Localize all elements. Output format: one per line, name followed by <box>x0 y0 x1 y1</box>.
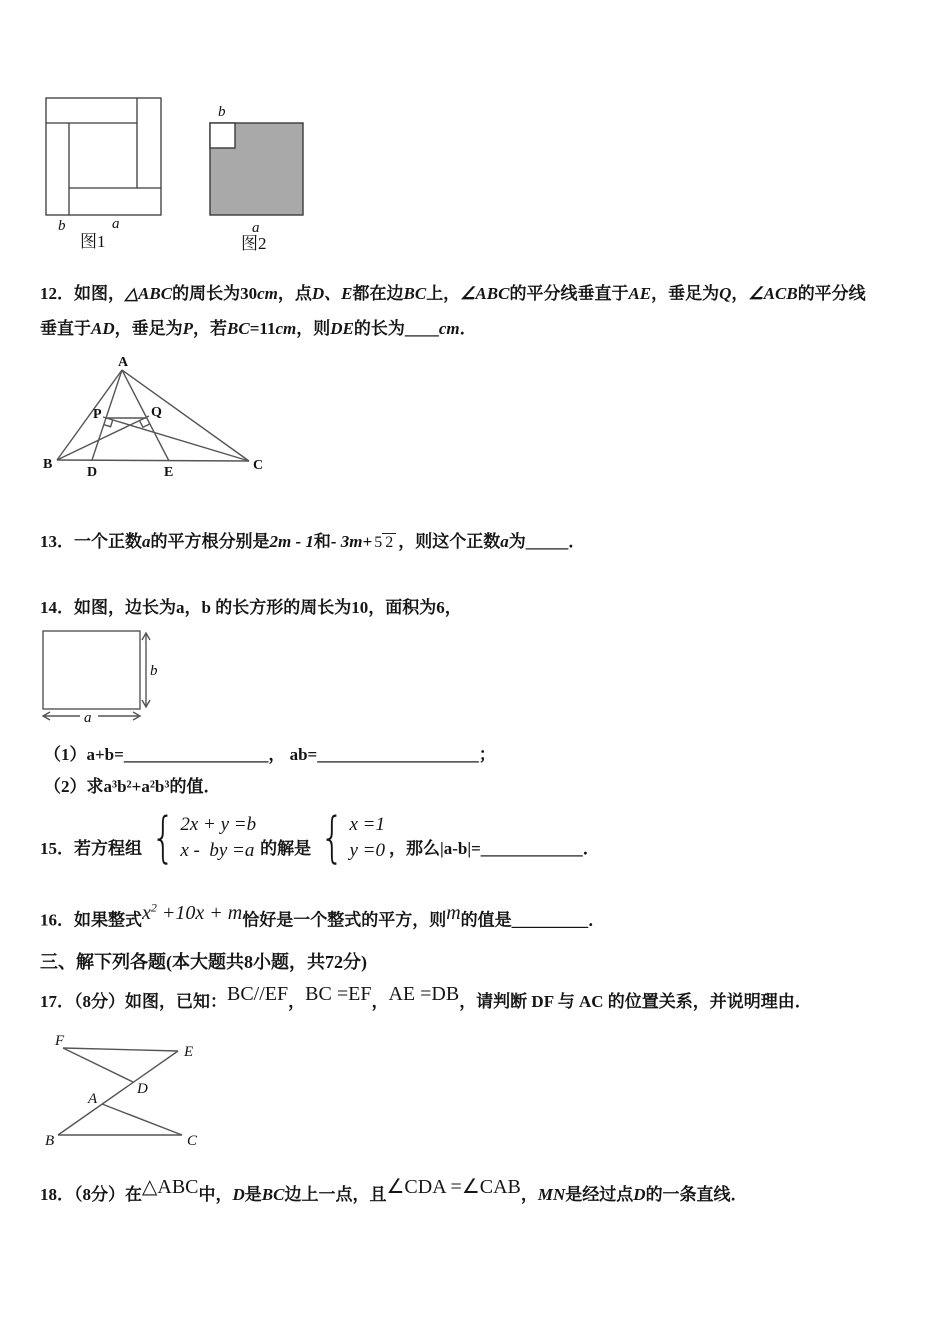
answer-blank: ____________ <box>480 839 583 858</box>
text-seg: ． <box>582 839 600 858</box>
vertex-label-A: A <box>118 355 129 370</box>
math-seg: BC <box>261 1185 285 1204</box>
question-13 <box>40 531 585 553</box>
text-seg: 都在边 <box>352 284 404 303</box>
equation-system-1 <box>146 806 257 869</box>
fig1-label-a: a <box>112 216 120 232</box>
question-14-part-1 <box>44 744 496 766</box>
text-seg: 上， <box>426 284 461 303</box>
math-variable-m: m <box>446 901 461 924</box>
equation: x - by =a <box>180 840 255 861</box>
segment-FD <box>63 1048 133 1082</box>
math-seg: D <box>633 1185 646 1204</box>
text-seg: 垂直于 <box>40 319 91 338</box>
vertex-label-E: E <box>184 1044 194 1060</box>
text-seg: 的值是 <box>460 910 512 930</box>
text-seg: 15．若方程组 <box>40 839 142 858</box>
segment-BE <box>58 1051 178 1135</box>
text-seg: 16．如果整式 <box>40 910 142 930</box>
text-seg: ， <box>288 992 306 1011</box>
math-seg: - 3m+ <box>330 532 373 551</box>
fig1-label-b: b <box>58 218 66 234</box>
equation: y =0 <box>349 840 385 861</box>
segment-BC <box>57 460 249 461</box>
fraction-denominator: 2 <box>382 533 396 551</box>
segment-CP-bisector <box>103 417 249 461</box>
left-brace: { <box>320 806 345 869</box>
q14-label-b: b <box>150 663 158 679</box>
text-seg: 13．一个正数 <box>40 532 142 551</box>
text-seg: ． <box>459 319 477 338</box>
math-seg: AD <box>91 319 115 338</box>
section-3-header <box>40 951 367 973</box>
question-14 <box>40 597 462 619</box>
question-15 <box>40 806 600 869</box>
text-seg: 是 <box>244 1185 262 1204</box>
math-seg: ∠ACB <box>748 284 798 303</box>
text-seg: 为 <box>508 532 526 551</box>
math-seg: △ABC <box>142 1176 199 1198</box>
text-seg: ，垂足为 <box>114 319 183 338</box>
text-seg: 的平分线垂直于 <box>509 284 629 303</box>
figure-1-pinwheel-square <box>40 92 175 252</box>
text-seg: ． <box>568 532 586 551</box>
text-seg: 17．（8分）如图，已知： <box>40 992 227 1011</box>
text-seg: 的长为 <box>353 319 405 338</box>
section-title: 三、解下列各题(本大题共8小题，共72分) <box>40 952 367 972</box>
math-seg: ∠ABC <box>460 284 510 303</box>
text-seg: 14．如图，边长为a，b 的长方形的周长为10，面积为6， <box>40 598 462 617</box>
fig2-label-a: a <box>252 220 260 236</box>
vertex-label-C: C <box>187 1133 198 1149</box>
figure-q12-triangle <box>25 356 270 486</box>
answer-blank: _________ <box>511 910 589 930</box>
math-seg: cm <box>275 319 297 338</box>
text-seg: ． <box>588 910 606 930</box>
vertex-label-E: E <box>164 465 174 480</box>
text-seg: ， <box>731 284 749 303</box>
text-seg: 中， <box>198 1185 233 1204</box>
text-seg: ，若 <box>193 319 228 338</box>
text-seg: =11 <box>249 319 276 338</box>
math-seg: a <box>142 532 151 551</box>
text-seg: 的平方根分别是 <box>150 532 270 551</box>
figure-q17-triangles <box>40 1035 210 1153</box>
fig1-caption: 图1 <box>80 232 106 251</box>
figure-q14-rectangle <box>38 624 173 732</box>
math-seg: D、E <box>311 284 353 303</box>
text-seg: ，则这个正数 <box>398 532 501 551</box>
segment-AE <box>122 370 169 461</box>
fig2-caption: 图2 <box>241 234 267 253</box>
left-brace: { <box>151 806 176 869</box>
vertex-label-B: B <box>43 457 53 472</box>
equation: x =1 <box>349 814 385 835</box>
vertex-label-D: D <box>87 465 98 480</box>
right-angle-mark-Q <box>140 421 150 427</box>
question-17 <box>40 983 812 1013</box>
segment-AC <box>122 370 249 461</box>
math-seg: BC =EF <box>305 983 372 1005</box>
math-seg: |a-b|= <box>440 839 481 858</box>
text-seg: ，请判断 DF 与 AC 的位置关系，并说明理由． <box>459 992 812 1011</box>
segment-AB <box>57 370 122 460</box>
vertex-label-F: F <box>55 1033 65 1049</box>
vertex-label-B: B <box>45 1133 55 1149</box>
answer-blank: _____ <box>525 532 569 551</box>
vertex-label-Q: Q <box>151 405 162 420</box>
vertex-label-P: P <box>93 407 102 422</box>
math-seg: BC//EF <box>227 983 289 1005</box>
text-seg: 和 <box>313 532 331 551</box>
text-seg: （1）a+b=_________________， ab=___________________； <box>44 745 496 764</box>
vertex-label-A: A <box>88 1091 98 1107</box>
fig2-small-white-square <box>210 123 235 148</box>
math-seg: BC <box>403 284 427 303</box>
math-seg: x <box>142 901 151 924</box>
vertex-label-C: C <box>253 458 264 473</box>
question-18 <box>40 1176 748 1206</box>
text-seg: ， <box>520 1185 538 1204</box>
text-seg: 是经过点 <box>565 1185 634 1204</box>
text-seg: 的解是 <box>260 839 312 858</box>
question-12-line-2 <box>40 318 477 340</box>
equation-system-2 <box>315 806 385 869</box>
math-seg: MN <box>537 1185 566 1204</box>
math-seg: Q <box>719 284 732 303</box>
equation: 2x + y =b <box>180 814 257 835</box>
text-seg: ，点 <box>277 284 312 303</box>
text-seg: 的一条直线． <box>645 1185 748 1204</box>
segment-AC <box>102 1104 182 1135</box>
answer-blank: ____ <box>404 319 439 338</box>
text-seg: ，则 <box>296 319 331 338</box>
math-superscript: 2 <box>150 900 157 914</box>
question-12-line-1 <box>40 283 866 305</box>
text-seg: ，垂足为 <box>651 284 720 303</box>
math-seg: +10x + m <box>156 901 243 924</box>
math-seg: 2m - 1 <box>269 532 314 551</box>
figure-2-gray-square <box>203 92 318 254</box>
text-seg: 边上一点，且 <box>284 1185 387 1204</box>
math-seg: P <box>182 319 194 338</box>
text-seg: ，那么 <box>389 839 440 858</box>
math-seg: AE =DB <box>388 983 460 1005</box>
math-seg: AE <box>628 284 652 303</box>
fig2-label-b: b <box>218 104 226 120</box>
text-seg: 18．（8分）在 <box>40 1185 142 1204</box>
question-14-part-2 <box>44 776 220 798</box>
text-seg: 恰好是一个整式的平方，则 <box>242 910 447 930</box>
text-seg: 的周长为 <box>172 284 241 303</box>
math-seg: D <box>232 1185 245 1204</box>
q14-rectangle <box>43 631 140 709</box>
vertex-label-D: D <box>137 1081 148 1097</box>
segment-FE <box>63 1048 178 1051</box>
q14-label-a: a <box>84 710 92 726</box>
text-seg: 12．如图， <box>40 284 125 303</box>
fraction-numerator: 5 <box>374 533 383 551</box>
text-seg: ， <box>371 992 389 1011</box>
math-seg: a <box>500 532 509 551</box>
math-polynomial <box>142 902 242 924</box>
fraction-five-halves <box>374 534 396 552</box>
text-seg: （2）求a³b²+a²b³的值． <box>44 777 221 796</box>
math-seg: cm <box>438 319 460 338</box>
math-seg: cm <box>257 284 278 303</box>
fig1-outer-square <box>46 98 161 215</box>
question-16 <box>40 900 606 932</box>
math-seg: ∠CDA =∠CAB <box>386 1176 521 1198</box>
segment-BQ-bisector <box>57 416 149 460</box>
text-seg: 的平分线 <box>797 284 866 303</box>
math-seg: DE <box>330 319 354 338</box>
text-seg: 30 <box>240 284 258 303</box>
math-seg: BC <box>227 319 250 338</box>
math-seg: △ABC <box>125 284 173 303</box>
